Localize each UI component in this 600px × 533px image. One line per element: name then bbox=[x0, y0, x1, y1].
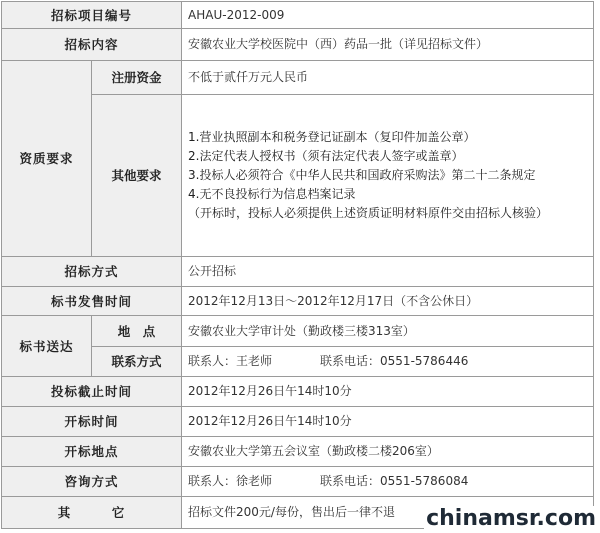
delivery-label: 标书送达 bbox=[2, 316, 92, 377]
open-place-label: 开标地点 bbox=[2, 437, 182, 467]
tender-info-table bbox=[1, 1, 594, 529]
row-open-place bbox=[2, 437, 594, 467]
capital-value: 不低于贰仟万元人民币 bbox=[182, 61, 594, 95]
qualification-label: 资质要求 bbox=[2, 61, 92, 257]
method-label: 招标方式 bbox=[2, 257, 182, 287]
inquiry-phone: 联系电话：0551-5786084 bbox=[320, 474, 469, 488]
method-value: 公开招标 bbox=[182, 257, 594, 287]
other-requirements-list bbox=[182, 95, 594, 257]
inquiry-label: 咨询方式 bbox=[2, 467, 182, 497]
deadline-label: 投标截止时间 bbox=[2, 377, 182, 407]
capital-label: 注册资金 bbox=[92, 61, 182, 95]
open-time-value: 2012年12月26日午14时10分 bbox=[182, 407, 594, 437]
site-watermark: chinamsr.com bbox=[426, 506, 596, 531]
open-place-value: 安徽农业大学第五会议室（勤政楼二楼206室） bbox=[182, 437, 594, 467]
row-method bbox=[2, 257, 594, 287]
requirement-item: 3.投标人必须符合《中华人民共和国政府采购法》第二十二条规定 bbox=[188, 168, 536, 182]
sale-time-label: 标书发售时间 bbox=[2, 287, 182, 316]
row-deadline bbox=[2, 377, 594, 407]
requirement-item: 4.无不良投标行为信息档案记录 bbox=[188, 187, 356, 201]
content-value: 安徽农业大学校医院中（西）药品一批（详见招标文件） bbox=[182, 29, 594, 61]
contact-person: 联系人：王老师 bbox=[188, 354, 273, 368]
row-inquiry bbox=[2, 467, 594, 497]
other-label: 其 它 bbox=[2, 497, 182, 529]
other-value-text: 招标文件200元/每份，售出后一律不退 bbox=[188, 505, 395, 519]
requirement-note: （开标时，投标人必须提供上述资质证明材料原件交由招标人核验） bbox=[188, 206, 549, 220]
project-no-label: 招标项目编号 bbox=[2, 2, 182, 29]
contact-phone: 联系电话：0551-5786446 bbox=[320, 354, 469, 368]
row-project-no bbox=[2, 2, 594, 29]
row-sale-time bbox=[2, 287, 594, 316]
delivery-contact-value bbox=[182, 347, 594, 377]
row-delivery-place bbox=[2, 316, 594, 347]
row-capital bbox=[2, 61, 594, 95]
delivery-place-value: 安徽农业大学审计处（勤政楼三楼313室） bbox=[182, 316, 594, 347]
requirement-item: 1.营业执照副本和税务登记证副本（复印件加盖公章） bbox=[188, 130, 476, 144]
inquiry-person: 联系人：徐老师 bbox=[188, 474, 273, 488]
row-open-time bbox=[2, 407, 594, 437]
deadline-value: 2012年12月26日午14时10分 bbox=[182, 377, 594, 407]
content-label: 招标内容 bbox=[2, 29, 182, 61]
sale-time-value: 2012年12月13日～2012年12月17日（不含公休日） bbox=[182, 287, 594, 316]
requirement-item: 2.法定代表人授权书（须有法定代表人签字或盖章） bbox=[188, 149, 464, 163]
delivery-place-label: 地 点 bbox=[92, 316, 182, 347]
delivery-contact-label: 联系方式 bbox=[92, 347, 182, 377]
open-time-label: 开标时间 bbox=[2, 407, 182, 437]
inquiry-value bbox=[182, 467, 594, 497]
other-requirements-label: 其他要求 bbox=[92, 95, 182, 257]
row-content bbox=[2, 29, 594, 61]
project-no-value: AHAU-2012-009 bbox=[182, 2, 594, 29]
